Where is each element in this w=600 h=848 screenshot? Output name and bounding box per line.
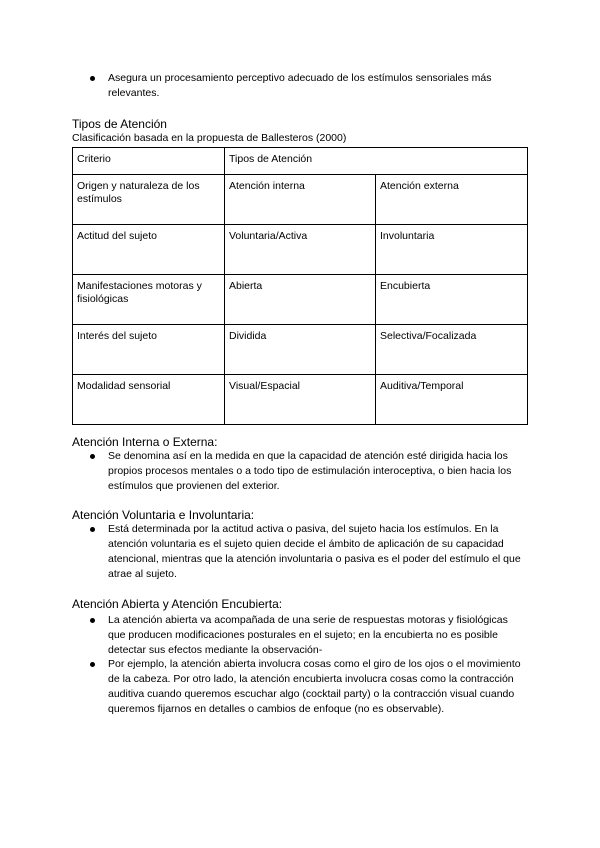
bullet-icon: [90, 618, 95, 623]
section-heading-voluntaria: Atención Voluntaria e Involuntaria:: [72, 508, 255, 522]
table-cell: Atención interna: [225, 175, 376, 225]
section-bullet: [108, 657, 528, 717]
table-cell: Selectiva/Focalizada: [376, 325, 528, 375]
table-caption: Clasificación basada en la propuesta de Ballesteros (2000): [72, 132, 347, 144]
intro-bullet: [108, 71, 528, 101]
table-row: [73, 375, 528, 425]
section-title: Tipos de Atención: [72, 117, 167, 131]
table-cell: Atención externa: [376, 175, 528, 225]
table-header-row: [73, 148, 528, 175]
table-cell: Involuntaria: [376, 225, 528, 275]
section-bullet-text: La atención abierta va acompañada de una serie de respuestas motoras y fisiológicas que producen modificaciones posturales en el sujeto; en la encubierta no es posible detectar sus efectos mediante la observación-: [108, 614, 508, 656]
table-row: [73, 225, 528, 275]
table-cell: Auditiva/Temporal: [376, 375, 528, 425]
table-cell: Dividida: [225, 325, 376, 375]
table-row: [73, 325, 528, 375]
section-bullet: [108, 522, 528, 582]
table-cell: Abierta: [225, 275, 376, 325]
attention-types-table: [72, 147, 528, 425]
table-header-cell: Tipos de Atención: [225, 148, 528, 175]
section-bullet: [108, 449, 528, 494]
table-cell: Manifestaciones motoras y fisiológicas: [73, 275, 225, 325]
bullet-icon: [90, 454, 95, 459]
section-heading-interna-externa: Atención Interna o Externa:: [72, 435, 218, 449]
bullet-icon: [90, 662, 95, 667]
table-cell: Interés del sujeto: [73, 325, 225, 375]
section-bullet: [108, 613, 528, 658]
section-heading-abierta: Atención Abierta y Atención Encubierta:: [72, 597, 283, 611]
table-header-cell: Criterio: [73, 148, 225, 175]
bullet-icon: [90, 527, 95, 532]
table-row: [73, 175, 528, 225]
section-bullet-text: Por ejemplo, la atención abierta involucra cosas como el giro de los ojos o el movimiento de la cabeza. Por otro lado, la atención encubierta involucra cosas como la contracción auditiva cuando queremos escuchar algo (cocktail party) o la contracción visual cuando queremos fijarnos en detalles o cambios de enfoque (no es observable).: [108, 658, 521, 715]
table-row: [73, 275, 528, 325]
intro-bullet-text: Asegura un procesamiento perceptivo adecuado de los estímulos sensoriales más relevantes.: [108, 72, 492, 99]
section-bullet-text: Se denomina así en la medida en que la capacidad de atención esté dirigida hacia los propios procesos mentales o a todo tipo de estimulación interoceptiva, o bien hacia los estímulos que provienen del exterior.: [108, 450, 512, 492]
section-bullet-text: Está determinada por la actitud activa o pasiva, del sujeto hacia los estímulos. En la atención voluntaria es el sujeto quien decide el ámbito de aplicación de su capacidad atencional, mientras que la atención involuntaria o pasiva es el poder del estímulo el que atrae al sujeto.: [108, 523, 521, 580]
table-cell: Modalidad sensorial: [73, 375, 225, 425]
table-cell: Actitud del sujeto: [73, 225, 225, 275]
table-cell: Visual/Espacial: [225, 375, 376, 425]
table-cell: Voluntaria/Activa: [225, 225, 376, 275]
table-cell: Origen y naturaleza de los estímulos: [73, 175, 225, 225]
table-cell: Encubierta: [376, 275, 528, 325]
bullet-icon: [90, 76, 95, 81]
